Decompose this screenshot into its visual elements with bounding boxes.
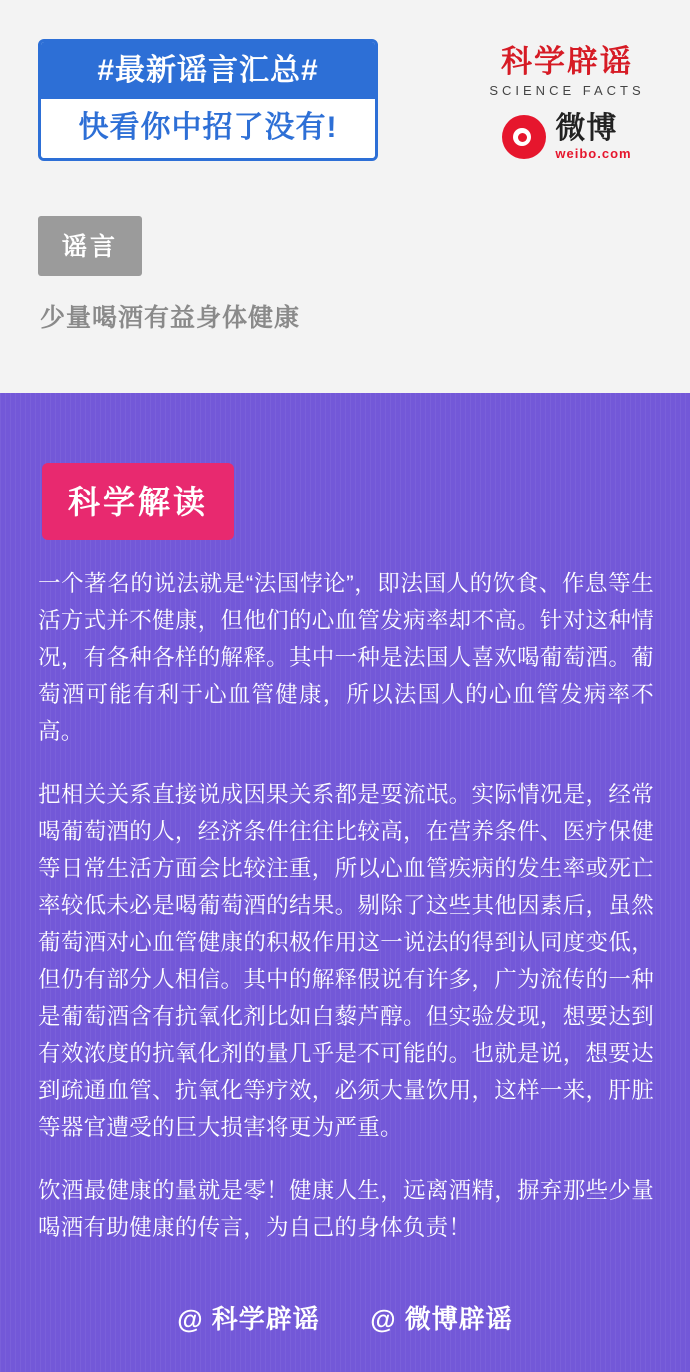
weibo-eye-icon <box>502 115 546 159</box>
weibo-logo <box>472 111 662 161</box>
topic-banner-line1: #最新谣言汇总# <box>41 42 375 99</box>
science-explanation-badge: 科学解读 <box>42 463 234 540</box>
weibo-logo-en: weibo.com <box>555 145 632 161</box>
rumor-title: 少量喝酒有益身体健康 <box>40 304 301 332</box>
explanation-body <box>38 565 654 1246</box>
logo-group <box>472 46 662 161</box>
science-facts-logo-en: SCIENCE FACTS <box>489 82 645 98</box>
footer-account-science[interactable]: @ 科学辟谣 <box>177 1304 320 1334</box>
header-section <box>0 0 690 393</box>
footer-account-weibo[interactable]: @ 微博辟谣 <box>370 1304 513 1334</box>
topic-banner-line2: 快看你中招了没有! <box>41 99 375 158</box>
explanation-paragraph: 一个著名的说法就是“法国悖论”，即法国人的饮食、作息等生活方式并不健康，但他们的心血管发病率却不高。针对这种情况，有各种各样的解释。其中一种是法国人喜欢喝葡萄酒。葡萄酒可能有利于心血管健康，所以法国人的心血管发病率不高。 <box>38 571 654 744</box>
topic-banner <box>38 39 378 161</box>
weibo-logo-text <box>555 111 632 161</box>
footer-accounts <box>0 1299 690 1336</box>
explanation-paragraph: 饮酒最健康的量就是零！健康人生，远离酒精，摒弃那些少量喝酒有助健康的传言，为自己的身体负责！ <box>38 1178 654 1240</box>
science-facts-logo-cn: 科学辟谣 <box>501 44 633 79</box>
explanation-paragraph: 把相关关系直接说成因果关系都是耍流氓。实际情况是，经常喝葡萄酒的人，经济条件往往比较高，在营养条件、医疗保健等日常生活方面会比较注重，所以心血管疾病的发生率或死亡率较低未必是喝葡萄酒的结果。剔除了这些其他因素后，虽然葡萄酒对心血管健康的积极作用这一说法的得到认同度变低，但仍有部分人相信。其中的解释假说有许多，广为流传的一种是葡萄酒含有抗氧化剂比如白藜芦醇。但实验发现，想要达到有效浓度的抗氧化剂的量几乎是不可能的。也就是说，想要达到疏通血管、抗氧化等疗效，必须大量饮用，这样一来，肝脏等器官遭受的巨大损害将更为严重。 <box>38 782 654 1140</box>
weibo-logo-cn: 微博 <box>555 111 618 145</box>
rumor-badge: 谣言 <box>38 216 142 276</box>
explanation-section <box>0 393 690 1372</box>
